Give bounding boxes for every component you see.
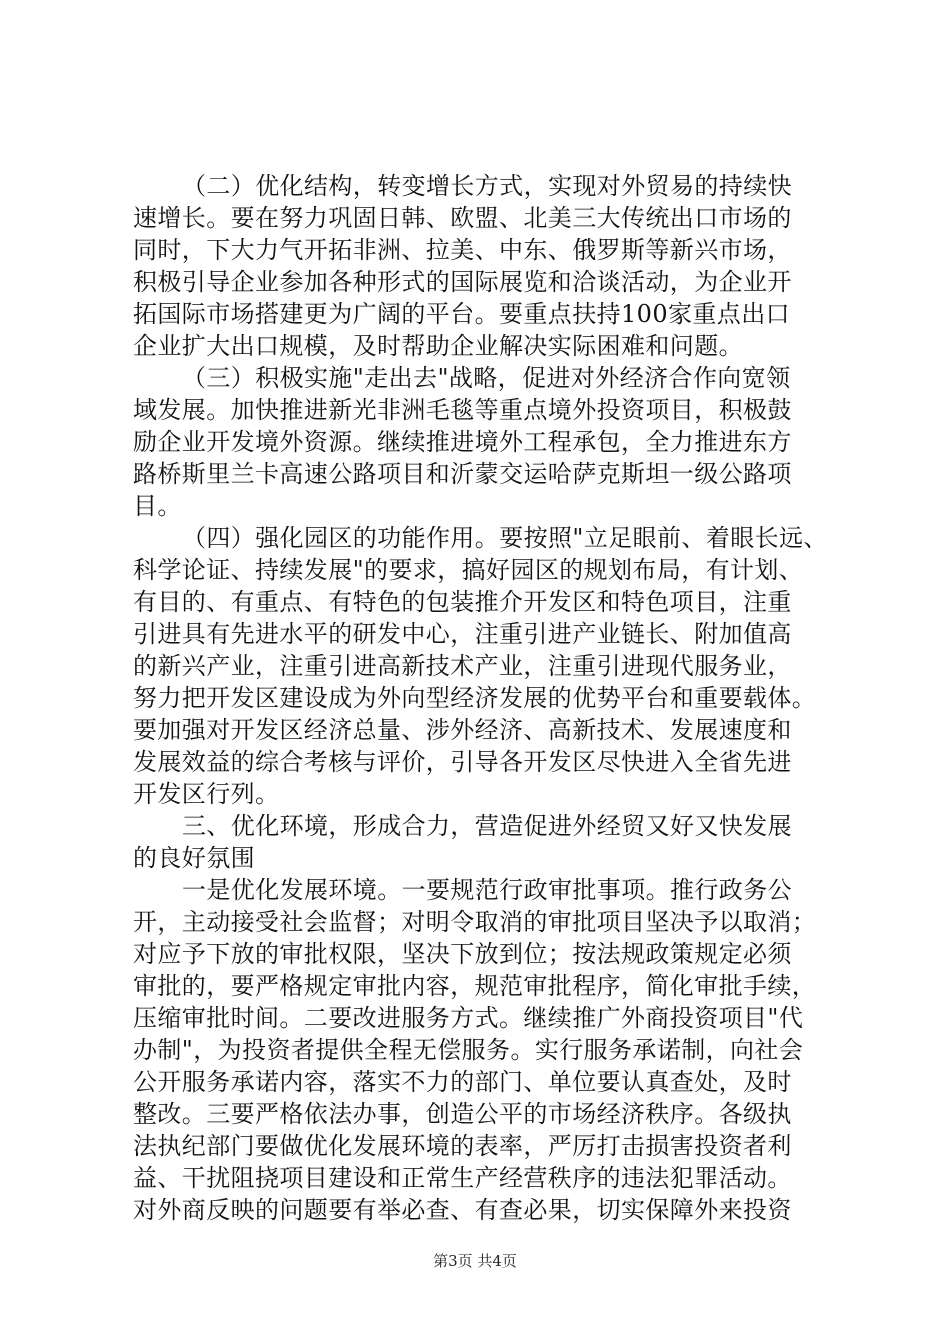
text-line: 三、优化环境，形成合力，营造促进外经贸又好又快发展: [182, 812, 792, 840]
text-line: 路桥斯里兰卡高速公路项目和沂蒙交运哈萨克斯坦一级公路项: [133, 460, 792, 488]
text-line: 办制"，为投资者提供全程无偿服务。实行服务承诺制，向社会: [133, 1036, 804, 1064]
text-line: 励企业开发境外资源。继续推进境外工程承包，全力推进东方: [133, 428, 792, 456]
text-line: 要加强对开发区经济总量、涉外经济、高新技术、发展速度和: [133, 716, 792, 744]
document-body: [133, 170, 851, 1226]
text-line: 审批的，要严格规定审批内容，规范审批程序，简化审批手续，: [133, 972, 817, 1000]
text-line: 企业扩大出口规模，及时帮助企业解决实际困难和问题。: [133, 332, 743, 360]
text-line: （二）优化结构，转变增长方式，实现对外贸易的持续快: [182, 172, 792, 200]
text-line: 域发展。加快推进新光非洲毛毯等重点境外投资项目，积极鼓: [133, 396, 792, 424]
text-line: 发展效益的综合考核与评价，引导各开发区尽快进入全省先进: [133, 748, 792, 776]
text-line: 同时，下大力气开拓非洲、拉美、中东、俄罗斯等新兴市场，: [133, 236, 792, 264]
text-line: 对应予下放的审批权限，坚决下放到位；按法规政策规定必须: [133, 940, 792, 968]
text-line: 有目的、有重点、有特色的包装推介开发区和特色项目，注重: [133, 588, 792, 616]
text-line: （四）强化园区的功能作用。要按照"立足眼前、着眼长远、: [182, 524, 828, 552]
text-line: 整改。三要严格依法办事，创造公平的市场经济秩序。各级执: [133, 1100, 792, 1128]
text-line: （三）积极实施"走出去"战略，促进对外经济合作向宽领: [182, 364, 791, 392]
text-line: 科学论证、持续发展"的要求，搞好园区的规划布局，有计划、: [133, 556, 804, 584]
text-line: 努力把开发区建设成为外向型经济发展的优势平台和重要载体。: [133, 684, 817, 712]
text-line: 压缩审批时间。二要改进服务方式。继续推广外商投资项目"代: [133, 1004, 804, 1032]
text-line: 目。: [133, 492, 182, 520]
text-line: 拓国际市场搭建更为广阔的平台。要重点扶持100家重点出口: [133, 300, 791, 328]
text-line: 引进具有先进水平的研发中心，注重引进产业链长、附加值高: [133, 620, 792, 648]
text-line: 开，主动接受社会监督；对明令取消的审批项目坚决予以取消；: [133, 908, 817, 936]
text-line: 的新兴产业，注重引进高新技术产业，注重引进现代服务业，: [133, 652, 792, 680]
text-line: 公开服务承诺内容，落实不力的部门、单位要认真查处，及时: [133, 1068, 792, 1096]
page-footer: 第3页 共4页: [433, 1252, 517, 1270]
text-line: 积极引导企业参加各种形式的国际展览和洽谈活动，为企业开: [133, 268, 792, 296]
text-line: 的良好氛围: [133, 844, 255, 872]
text-line: 开发区行列。: [133, 780, 280, 808]
text-line: 益、干扰阻挠项目建设和正常生产经营秩序的违法犯罪活动。: [133, 1164, 792, 1192]
text-line: 速增长。要在努力巩固日韩、欧盟、北美三大传统出口市场的: [133, 204, 792, 232]
text-line: 对外商反映的问题要有举必查、有查必果，切实保障外来投资: [133, 1196, 792, 1224]
text-line: 法执纪部门要做优化发展环境的表率，严厉打击损害投资者利: [133, 1132, 792, 1160]
text-line: 一是优化发展环境。一要规范行政审批事项。推行政务公: [182, 876, 792, 904]
